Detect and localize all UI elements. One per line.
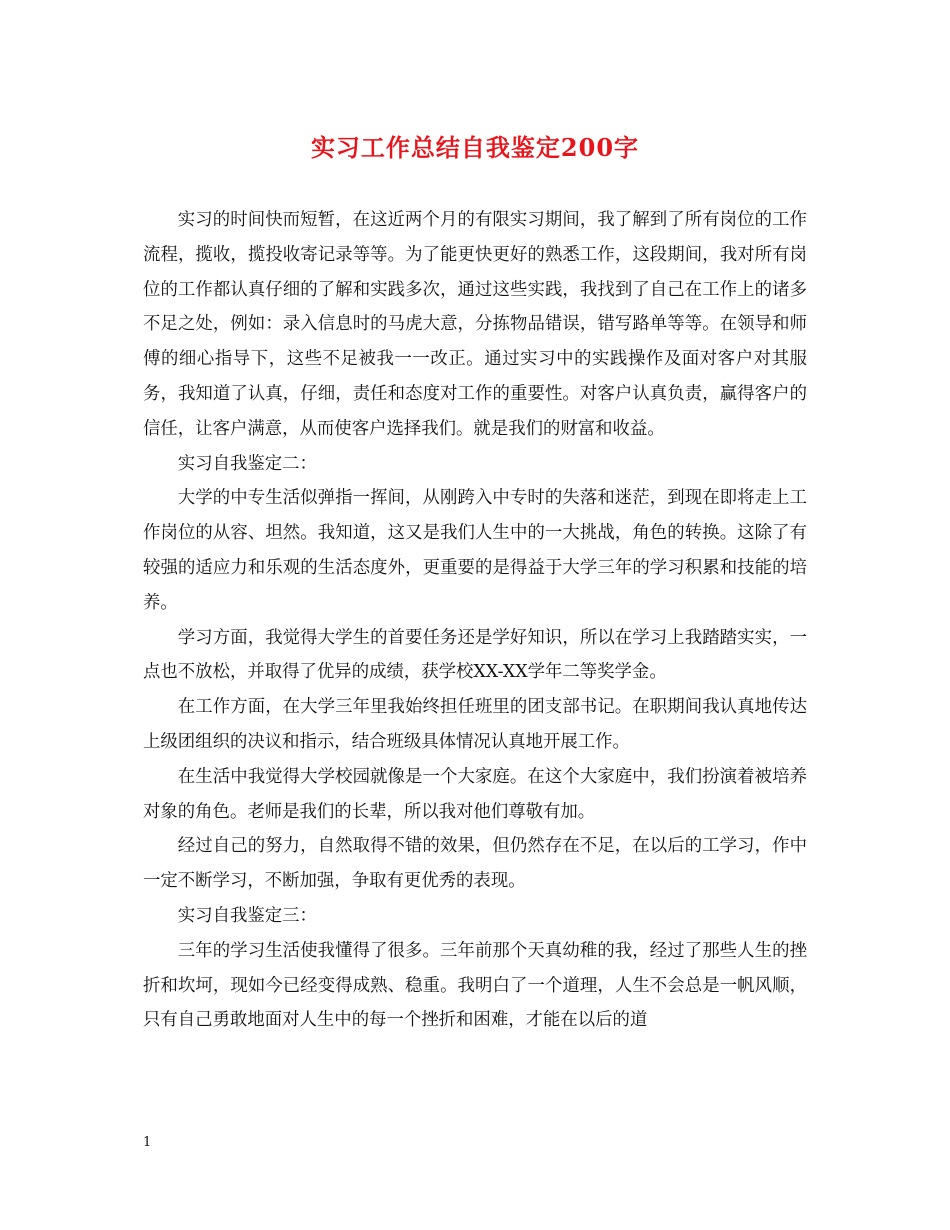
paragraph-5: 在生活中我觉得大学校园就像是一个大家庭。在这个大家庭中，我们扮演着被培养对象的角色。老师是我们的长辈，所以我对他们尊敬有加。 — [143, 766, 807, 822]
page-number: 1 — [143, 1135, 152, 1150]
paragraph-1: 实习的时间快而短暂，在这近两个月的有限实习期间，我了解到了所有岗位的工作流程，揽收，揽投收寄记录等等。为了能更快更好的熟悉工作，这段期间，我对所有岗位的工作都认真仔细的了解和实践多次，通过这些实践，我找到了自己在工作上的诸多不足之处，例如：录入信息时的马虎大意，分拣物品错误，错写路单等等。在领导和师傅的细心指导下，这些不足被我一一改正。通过实习中的实践操作及面对客户对其服务，我知道了认真，仔细，责任和态度对工作的重要性。对客户认真负责，赢得客户的信任，让客户满意，从而使客户选择我们。就是我们的财富和收益。 — [143, 210, 807, 439]
paragraph-3: 学习方面，我觉得大学生的首要任务还是学好知识，所以在学习上我踏踏实实，一点也不放松，并取得了优异的成绩，获学校XX-XX学年二等奖学金。 — [143, 627, 807, 683]
section-heading-3: 实习自我鉴定三： — [177, 905, 317, 926]
paragraph-6: 经过自己的努力，自然取得不错的效果，但仍然存在不足，在以后的工学习，作中一定不断学习，不断加强，争取有更优秀的表现。 — [143, 836, 807, 892]
paragraph-4: 在工作方面，在大学三年里我始终担任班里的团支部书记。在职期间我认真地传达上级团组织的决议和指示，结合班级具体情况认真地开展工作。 — [143, 697, 807, 752]
section-heading-2: 实习自我鉴定二： — [177, 453, 317, 474]
document-title: 实习工作总结自我鉴定200字 — [310, 133, 640, 162]
paragraph-7: 三年的学习生活使我懂得了很多。三年前那个天真幼稚的我，经过了那些人生的挫折和坎坷，现如今已经变得成熟、稳重。我明白了一个道理，人生不会总是一帆风顺，只有自己勇敢地面对人生中的每一个挫折和困难，才能在以后的道 — [143, 940, 807, 1031]
paragraph-2: 大学的中专生活似弹指一挥间，从刚跨入中专时的失落和迷茫，到现在即将走上工作岗位的从容、坦然。我知道，这又是我们人生中的一大挑战，角色的转换。这除了有较强的适应力和乐观的生活态度外，更重要的是得益于大学三年的学习积累和技能的培养。 — [143, 488, 807, 613]
document-body — [143, 203, 807, 1038]
